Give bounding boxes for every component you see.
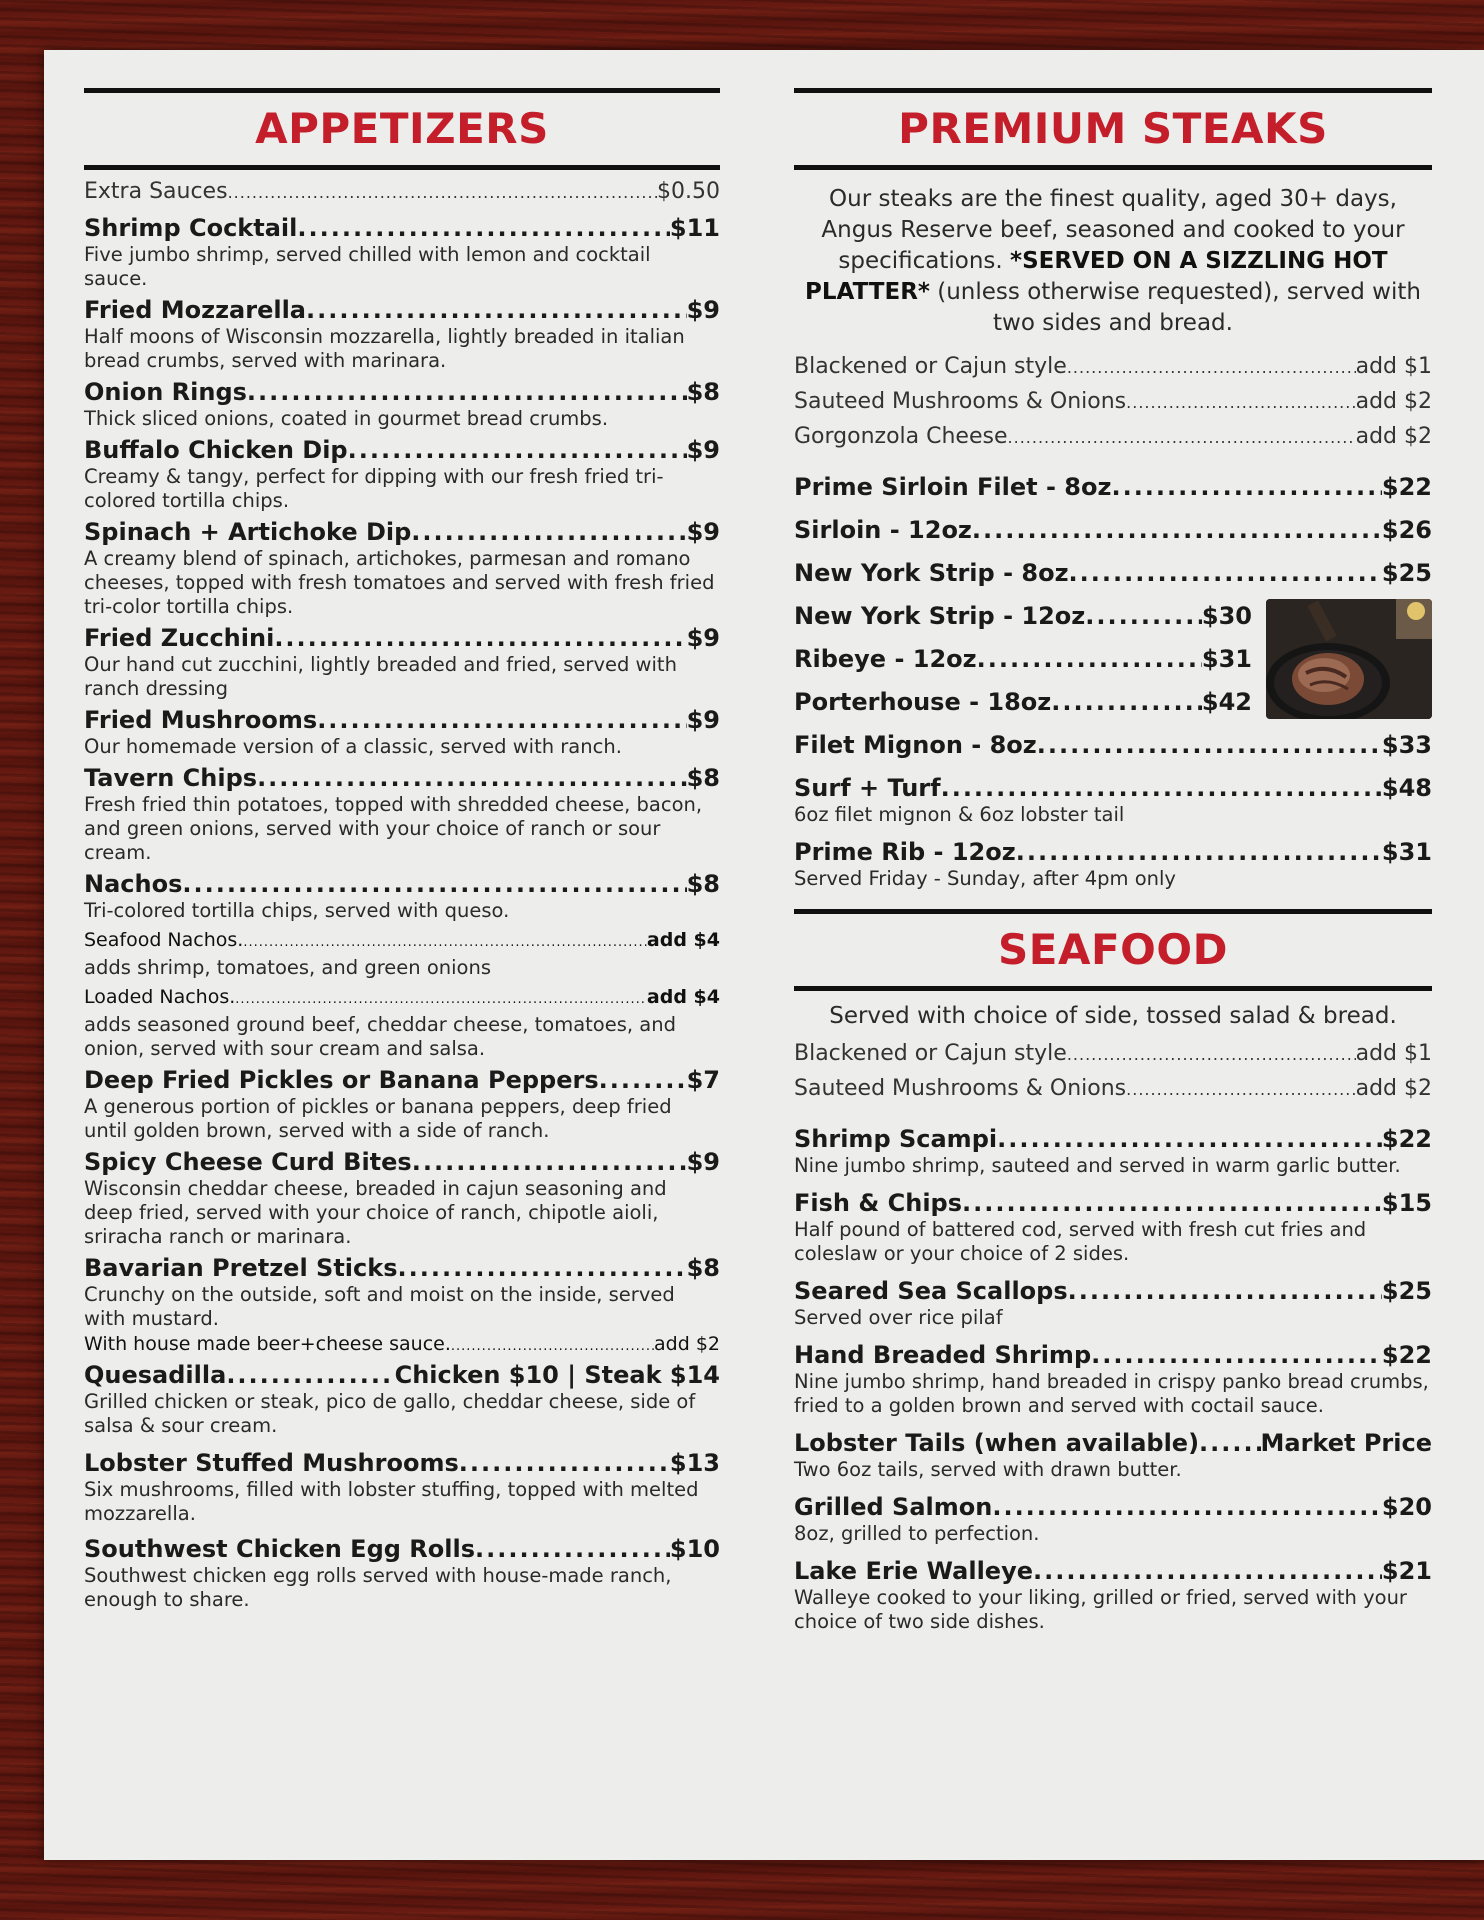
- item-price: $42: [1201, 688, 1252, 716]
- item-price: $22: [1381, 473, 1432, 501]
- menu-item-hand-breaded-shrimp: [794, 1340, 1432, 1418]
- item-price: $33: [1381, 731, 1432, 759]
- menu-item-tavern-chips: [84, 763, 720, 865]
- menu-item-prime-rib: [794, 837, 1432, 891]
- intro-text: Our steaks are the finest quality, aged 30+ days, Angus Reserve beef, seasoned and cooked to your specifications.: [821, 186, 1405, 274]
- leader-dots: [1068, 1276, 1382, 1306]
- item-name: Tavern Chips: [84, 764, 258, 792]
- leader-dots: [962, 1188, 1382, 1218]
- leader-dots: [1033, 1556, 1382, 1586]
- item-description: adds shrimp, tomatoes, and green onions: [84, 956, 491, 979]
- menu-item-blackened-or-cajun-style: [794, 353, 1432, 382]
- item-name: Onion Rings: [84, 378, 247, 406]
- leader-dots: [1067, 353, 1356, 382]
- menu-item-fried-zucchini: [84, 623, 720, 701]
- leader-dots: [1085, 601, 1202, 631]
- leader-dots: [228, 178, 657, 207]
- item-price: $11: [669, 214, 720, 242]
- menu-item-buffalo-chicken-dip: [84, 435, 720, 513]
- item-row: [84, 1253, 720, 1283]
- item-price: $48: [1381, 774, 1432, 802]
- leader-dots: [257, 763, 687, 793]
- item-price: Chicken $10 | Steak $14: [394, 1361, 720, 1389]
- leader-dots: [941, 773, 1382, 803]
- item-name: Sirloin - 12oz: [794, 516, 972, 544]
- item-description: Our homemade version of a classic, served with ranch.: [84, 735, 622, 758]
- item-row: [794, 1276, 1432, 1306]
- item-row: [794, 1040, 1432, 1069]
- divider: [794, 165, 1432, 170]
- item-price: $31: [1381, 838, 1432, 866]
- item-name: Extra Sauces: [84, 179, 228, 204]
- item-description: Thick sliced onions, coated in gourmet bread crumbs.: [84, 407, 609, 430]
- leader-dots: [243, 927, 647, 956]
- item-price: $9: [686, 1148, 720, 1176]
- item-name: Filet Mignon - 8oz: [794, 731, 1037, 759]
- item-description: A generous portion of pickles or banana peppers, deep fried until golden brown, served with a side of ranch.: [84, 1095, 672, 1142]
- leader-dots: [226, 1360, 394, 1390]
- menu-item-new-york-strip-12oz: [794, 601, 1252, 631]
- item-row: [794, 1188, 1432, 1218]
- item-row: [794, 353, 1432, 382]
- leader-dots: [599, 1065, 687, 1095]
- item-name: Grilled Salmon: [794, 1493, 993, 1521]
- leader-dots: [1069, 558, 1382, 588]
- leader-dots: [317, 705, 686, 735]
- item-price: add $2: [654, 1333, 720, 1355]
- item-name: New York Strip - 12oz: [794, 602, 1086, 630]
- steaks-header: [794, 88, 1432, 170]
- item-name: Lobster Tails (when available): [794, 1429, 1200, 1457]
- item-price: $9: [686, 436, 720, 464]
- item-name: Prime Rib - 12oz: [794, 838, 1016, 866]
- item-name: Fried Zucchini: [84, 624, 275, 652]
- item-row: [794, 837, 1432, 867]
- leader-dots: [1016, 837, 1382, 867]
- item-description: Tri-colored tortilla chips, served with queso.: [84, 899, 510, 922]
- divider: [794, 986, 1432, 991]
- leader-dots: [1199, 1428, 1260, 1458]
- item-row: [84, 705, 720, 735]
- menu-item-nachos: [84, 869, 720, 923]
- item-row: [794, 558, 1432, 588]
- item-price: add $2: [1355, 389, 1432, 414]
- item-name: New York Strip - 8oz: [794, 559, 1069, 587]
- leader-dots: [1008, 423, 1356, 452]
- item-price: $21: [1381, 1557, 1432, 1585]
- leader-dots: [1067, 1040, 1356, 1069]
- right-column: [794, 88, 1432, 1644]
- item-name: Southwest Chicken Egg Rolls: [84, 1535, 475, 1563]
- item-price: add $2: [1355, 424, 1432, 449]
- item-price: add $1: [1355, 354, 1432, 379]
- menu-item-lobster-stuffed-mushrooms: [84, 1448, 720, 1526]
- item-name: Lake Erie Walleye: [794, 1557, 1033, 1585]
- item-description: Served over rice pilaf: [794, 1306, 1003, 1329]
- intro-text: (unless otherwise requested), served with two sides and bread.: [929, 279, 1421, 336]
- leader-dots: [459, 1448, 670, 1478]
- item-row: [794, 1556, 1432, 1586]
- item-price: $8: [686, 1254, 720, 1282]
- item-name: Deep Fried Pickles or Banana Peppers: [84, 1066, 599, 1094]
- menu-item-sauteed-mushrooms-onions: [794, 388, 1432, 417]
- leader-dots: [992, 1492, 1382, 1522]
- item-name: Fried Mozzarella: [84, 296, 306, 324]
- item-price: $30: [1201, 602, 1252, 630]
- item-description: Served Friday - Sunday, after 4pm only: [794, 867, 1176, 890]
- appetizers-header: [84, 88, 720, 170]
- pretzel-addon-row: [84, 1331, 720, 1360]
- item-price: add $4: [646, 929, 720, 951]
- item-description: Nine jumbo shrimp, sauteed and served in warm garlic butter.: [794, 1154, 1401, 1177]
- item-description: Wisconsin cheddar cheese, breaded in cajun seasoning and deep fried, served with your choice of ranch, chipotle aioli, sriracha ranch or marinara.: [84, 1177, 667, 1248]
- item-price: $22: [1381, 1341, 1432, 1369]
- menu-item-shrimp-scampi: [794, 1124, 1432, 1178]
- item-description: Six mushrooms, filled with lobster stuffing, topped with melted mozzarella.: [84, 1478, 699, 1525]
- item-description: Southwest chicken egg rolls served with house-made ranch, enough to share.: [84, 1564, 672, 1611]
- item-name: Fish & Chips: [794, 1189, 963, 1217]
- menu-item-onion-rings: [84, 377, 720, 431]
- leader-dots: [1111, 472, 1381, 502]
- menu-page: [44, 50, 1484, 1860]
- leader-dots: [1126, 1075, 1355, 1104]
- divider: [84, 165, 720, 170]
- item-description: adds seasoned ground beef, cheddar cheese, tomatoes, and onion, served with sour cream and salsa.: [84, 1013, 676, 1060]
- item-name: With house made beer+cheese sauce.: [84, 1333, 451, 1355]
- item-name: Blackened or Cajun style: [794, 354, 1067, 379]
- item-price: $10: [669, 1535, 720, 1563]
- menu-item-sirloin-12oz: [794, 515, 1432, 545]
- leader-dots: [1037, 730, 1382, 760]
- menu-item-spinach-artichoke-dip: [84, 517, 720, 619]
- item-name: Shrimp Scampi: [794, 1125, 998, 1153]
- item-name: Sauteed Mushrooms & Onions: [794, 1076, 1127, 1101]
- item-row: [794, 601, 1252, 631]
- menu-item-grilled-salmon: [794, 1492, 1432, 1546]
- leader-dots: [306, 295, 687, 325]
- menu-item-sauteed-mushrooms-onions: [794, 1075, 1432, 1104]
- item-name: Ribeye - 12oz: [794, 645, 977, 673]
- seafood-addon-list: [794, 1040, 1432, 1104]
- item-description: Two 6oz tails, served with drawn butter.: [794, 1458, 1182, 1481]
- item-price: add $2: [1355, 1076, 1432, 1101]
- appetizer-list: [84, 213, 720, 923]
- nacho-addon-list: [84, 927, 720, 1061]
- menu-item-filet-mignon-8oz: [794, 730, 1432, 760]
- item-name: Lobster Stuffed Mushrooms: [84, 1449, 459, 1477]
- appetizer-list-3: [84, 1448, 720, 1612]
- item-price: $9: [686, 706, 720, 734]
- appetizer-list-2: [84, 1065, 720, 1331]
- leader-dots: [475, 1534, 670, 1564]
- menu-item-quesadilla: [84, 1360, 720, 1438]
- item-price: $7: [686, 1066, 720, 1094]
- item-name: Spicy Cheese Curd Bites: [84, 1148, 412, 1176]
- item-description: Grilled chicken or steak, pico de gallo, cheddar cheese, side of salsa & sour cream.: [84, 1390, 696, 1437]
- leader-dots: [274, 623, 686, 653]
- menu-item-bavarian-pretzel-sticks: [84, 1253, 720, 1331]
- menu-item-lake-erie-walleye: [794, 1556, 1432, 1634]
- leader-dots: [972, 515, 1382, 545]
- item-row: [84, 869, 720, 899]
- item-row: [794, 1428, 1432, 1458]
- appetizers-title: APPETIZERS: [255, 104, 549, 153]
- leader-dots: [247, 377, 687, 407]
- menu-item-gorgonzola-cheese: [794, 423, 1432, 452]
- leader-dots: [1126, 388, 1355, 417]
- item-price: $9: [686, 296, 720, 324]
- appetizers-column: [84, 88, 720, 1620]
- item-row: [794, 730, 1432, 760]
- item-row: [794, 1124, 1432, 1154]
- intro-bold-text: *SERVED ON A SIZZLING HOT PLATTER*: [805, 248, 1388, 305]
- item-description: 8oz, grilled to perfection.: [794, 1522, 1040, 1545]
- steak-image-group: [794, 601, 1432, 717]
- menu-item-seared-sea-scallops: [794, 1276, 1432, 1330]
- leader-dots: [977, 644, 1202, 674]
- item-row: [84, 517, 720, 547]
- item-price: $26: [1381, 516, 1432, 544]
- item-description: Half moons of Wisconsin mozzarella, lightly breaded in italian bread crumbs, served with marinara.: [84, 325, 685, 372]
- leader-dots: [398, 1253, 687, 1283]
- menu-item-deep-fried-pickles-or-banana-peppers: [84, 1065, 720, 1143]
- item-row: [794, 472, 1432, 502]
- item-price: add $1: [1355, 1041, 1432, 1066]
- item-name: Shrimp Cocktail: [84, 214, 298, 242]
- item-row: [84, 377, 720, 407]
- item-name: Blackened or Cajun style: [794, 1041, 1067, 1066]
- item-name: Fried Mushrooms: [84, 706, 318, 734]
- item-row: [794, 388, 1432, 417]
- leader-dots: [412, 1147, 687, 1177]
- item-description: A creamy blend of spinach, artichokes, parmesan and romano cheeses, topped with fresh tomatoes and served with fresh fried tri-color tortilla chips.: [84, 547, 715, 618]
- item-price: $9: [686, 518, 720, 546]
- item-name: Spinach + Artichoke Dip: [84, 518, 412, 546]
- item-row: [794, 1340, 1432, 1370]
- seafood-list: [794, 1124, 1432, 1634]
- item-row: [794, 644, 1252, 674]
- item-name: Sauteed Mushrooms & Onions: [794, 389, 1127, 414]
- item-name: Quesadilla: [84, 1361, 227, 1389]
- item-description: Half pound of battered cod, served with fresh cut fries and coleslaw or your choice of 2 sides.: [794, 1218, 1367, 1265]
- steak-list-2: [794, 730, 1432, 760]
- item-description: Creamy & tangy, perfect for dipping with our fresh fried tri-colored tortilla chips.: [84, 465, 664, 512]
- item-name: Porterhouse - 18oz: [794, 688, 1052, 716]
- item-row: [84, 295, 720, 325]
- item-description: Nine jumbo shrimp, hand breaded in crispy panko bread crumbs, fried to a golden brown and served with coctail sauce.: [794, 1370, 1429, 1417]
- item-price: add $4: [646, 986, 720, 1008]
- item-name: Nachos: [84, 870, 183, 898]
- item-row: [84, 763, 720, 793]
- leader-dots: [411, 517, 686, 547]
- item-row: [84, 213, 720, 243]
- item-name: Hand Breaded Shrimp: [794, 1341, 1092, 1369]
- item-row: [84, 1147, 720, 1177]
- item-row: [794, 1075, 1432, 1104]
- menu-item-porterhouse-18oz: [794, 687, 1252, 717]
- menu-item-blackened-or-cajun-style: [794, 1040, 1432, 1069]
- item-name: Loaded Nachos.: [84, 986, 236, 1008]
- menu-item-prime-sirloin-filet-8oz: [794, 472, 1432, 502]
- menu-item-shrimp-cocktail: [84, 213, 720, 291]
- leader-dots: [1091, 1340, 1382, 1370]
- item-description: Five jumbo shrimp, served chilled with lemon and cocktail sauce.: [84, 243, 651, 290]
- item-name: Prime Sirloin Filet - 8oz: [794, 473, 1112, 501]
- item-price: $8: [686, 378, 720, 406]
- item-price: $25: [1381, 559, 1432, 587]
- item-name: Surf + Turf: [794, 774, 941, 802]
- item-name: Buffalo Chicken Dip: [84, 436, 348, 464]
- menu-item-lobster-tails-when-available: [794, 1428, 1432, 1482]
- menu-item-southwest-chicken-egg-rolls: [84, 1534, 720, 1612]
- item-price: $8: [686, 764, 720, 792]
- menu-item-fried-mushrooms: [84, 705, 720, 759]
- item-row: [84, 927, 720, 956]
- item-row: [794, 773, 1432, 803]
- steak-photo-icon: [1266, 599, 1432, 719]
- seafood-header: [794, 909, 1432, 991]
- menu-item-new-york-strip-8oz: [794, 558, 1432, 588]
- steak-on-sizzling-platter-image: [1266, 599, 1432, 719]
- leader-dots: [235, 984, 647, 1013]
- item-row: [84, 984, 720, 1013]
- menu-item-ribeye-12oz: [794, 644, 1252, 674]
- seafood-title: SEAFOOD: [998, 925, 1228, 974]
- menu-item-loaded-nachos: [84, 984, 720, 1061]
- steak-list: [794, 472, 1432, 588]
- item-description: Fresh fried thin potatoes, topped with shredded cheese, bacon, and green onions, served with your choice of ranch or sour cream.: [84, 793, 703, 864]
- extra-sauces-row: [84, 178, 720, 207]
- item-row: [84, 435, 720, 465]
- menu-item-fried-mozzarella: [84, 295, 720, 373]
- item-price: $22: [1381, 1125, 1432, 1153]
- item-price: $31: [1201, 645, 1252, 673]
- steak-list-with-image: [794, 601, 1252, 717]
- item-row: [84, 1360, 720, 1390]
- leader-dots: [297, 213, 670, 243]
- item-row: [84, 1534, 720, 1564]
- item-description: 6oz filet mignon & 6oz lobster tail: [794, 803, 1125, 826]
- item-row: [84, 1448, 720, 1478]
- item-name: Bavarian Pretzel Sticks: [84, 1254, 398, 1282]
- leader-dots: [182, 869, 686, 899]
- menu-item-spicy-cheese-curd-bites: [84, 1147, 720, 1249]
- steaks-intro: [800, 184, 1426, 339]
- item-name: Gorgonzola Cheese: [794, 424, 1008, 449]
- leader-dots: [997, 1124, 1382, 1154]
- steaks-title: PREMIUM STEAKS: [898, 104, 1328, 153]
- leader-dots: [1051, 687, 1202, 717]
- item-price: $15: [1381, 1189, 1432, 1217]
- item-price: $25: [1381, 1277, 1432, 1305]
- item-row: [84, 1065, 720, 1095]
- menu-item-fish-chips: [794, 1188, 1432, 1266]
- seafood-intro: Served with choice of side, tossed salad & bread.: [829, 1003, 1397, 1029]
- item-row: [794, 687, 1252, 717]
- menu-item-seafood-nachos: [84, 927, 720, 980]
- item-name: Seafood Nachos.: [84, 929, 244, 951]
- item-price: $20: [1381, 1493, 1432, 1521]
- item-row: [84, 623, 720, 653]
- item-price: $0.50: [657, 179, 720, 204]
- item-row: [794, 423, 1432, 452]
- item-price: $8: [686, 870, 720, 898]
- leader-dots: [348, 435, 687, 465]
- item-description: Our hand cut zucchini, lightly breaded and fried, served with ranch dressing: [84, 653, 677, 700]
- item-price: Market Price: [1260, 1429, 1432, 1457]
- item-price: $13: [669, 1449, 720, 1477]
- item-description: Walleye cooked to your liking, grilled or fried, served with your choice of two side dishes.: [794, 1586, 1407, 1633]
- leader-dots: [451, 1331, 654, 1360]
- item-row: [794, 515, 1432, 545]
- menu-item-surf-turf: [794, 773, 1432, 827]
- item-row: [794, 1492, 1432, 1522]
- item-price: $9: [686, 624, 720, 652]
- item-name: Seared Sea Scallops: [794, 1277, 1068, 1305]
- item-description: Crunchy on the outside, soft and moist on the inside, served with mustard.: [84, 1283, 675, 1330]
- steak-addon-list: [794, 353, 1432, 452]
